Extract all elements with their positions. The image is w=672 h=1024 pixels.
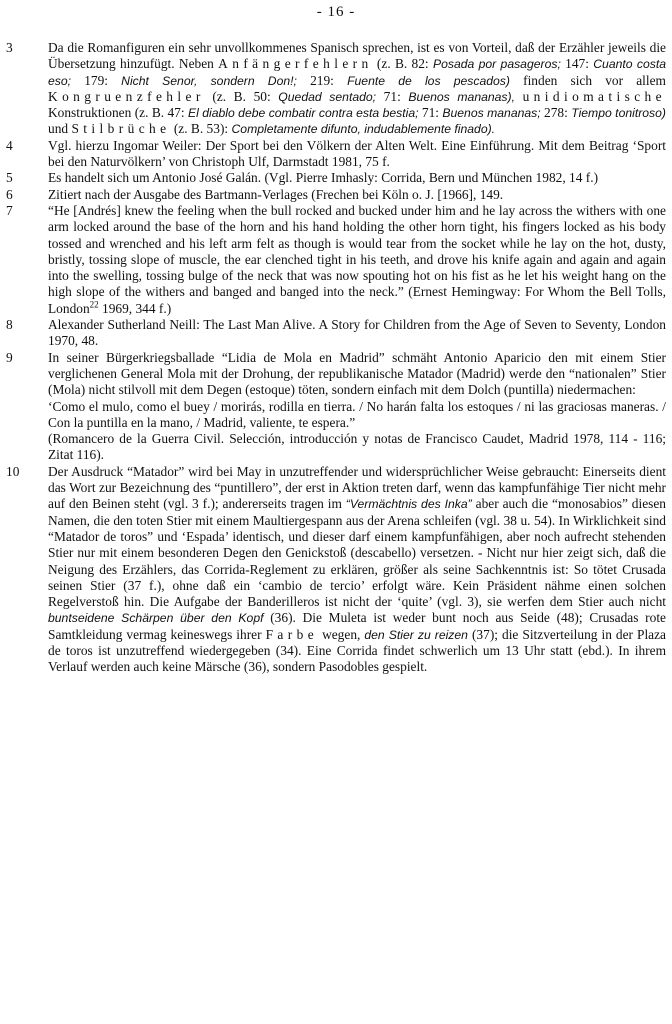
footnote-4 (6, 138, 666, 171)
footnote-8 (6, 317, 666, 350)
footnote-number: 6 (6, 186, 13, 202)
footnote-text: “He [Andrés] knew the feeling when the bull rocked and bucked under him and he lay across the withers with one arm locked around the base of the horn and his hand holding the other horn tight, his fingers locked as his body tossed and wrenched and his left arm felt as though is would tear from the socket while he lay on the hot, dusty, bristly, tossing slope of muscle, the ear clenched tight in his teeth, and drove his knife again and again and again into the swelling, tossing bulge of the neck that was now spouting hot on his fist as he let his weight hang on the high slope of the withers and banged and banged into the neck.” (Ernest Hemingway: For Whom the Bell Tolls, London (48, 202, 666, 316)
page-number: - 16 - (316, 4, 356, 20)
footnote-number: 3 (6, 40, 13, 55)
footnote-3: 3 Da die Romanfiguren ein sehr unvollkommenes Spanisch sprechen, ist es von Vorteil, daß der Erzähler jeweils die Übersetzung hinzufügt. Neben Anfängerfehlern (z. B. 82: Posada por pasageros; 147: Cuanto costa eso; 179: Nicht Senor, sondern Don!; 219: Fuente de los pescados) finden sich vor allem Kongruenzfehler (z. B. 50: Quedad sentado; 71: Buenos mananas), unidiomatische Konstruktionen (z. B. 47: El diablo debe combatir contra esta bestia; 71: Buenos mananas; 278: Tiempo tonitroso) und Stilbrüche (z. B. 53): Completamente difunto, indudablemente finado). (6, 40, 666, 137)
footnote-number: 9 (6, 349, 13, 365)
footnote-text: Vgl. hierzu Ingomar Weiler: Der Sport bei den Völkern der Alten Welt. Eine Einführung. Mit dem Beitrag ‘Sport bei den Naturvölkern’ von Christoph Ulf, Darmstadt 1981, 75 f. (48, 137, 666, 170)
footnote-9 (6, 350, 666, 464)
footnote-number: 5 (6, 170, 13, 186)
footnote-number: 4 (6, 137, 13, 153)
footnote-6 (6, 187, 666, 203)
footnote-text: Alexander Sutherland Neill: The Last Man Alive. A Story for Children from the Age of Seven to Seventy, London 1970, 48. (48, 317, 666, 349)
footnotes (6, 40, 666, 676)
footnote-7: 7 “He [Andrés] knew the feeling when the bull rocked and bucked under him and he lay across the withers with one arm locked around the base of the horn and his hand holding the other horn tight, his fingers locked as his body tossed and wrenched and his left arm felt as though is would tear from the socket while he lay on the hot, dusty, bristly, tossing slope of muscle, the ear clenched tight in his teeth, and drove his knife again and again and again into the swelling, tossing bulge of the neck that was now spouting hot on his fist as he let his weight hang on the high slope of the withers and banged and banged into the neck.” (Ernest Hemingway: For Whom the Bell Tolls, London$^{22}$ 1969, 344 f.) (6, 202, 666, 316)
footnote-text: Zitiert nach der Ausgabe des Bartmann-Verlages (Frechen bei Köln o. J. [1966], 149. (48, 186, 504, 202)
footnote-number: 10 (6, 463, 20, 479)
footnote-number: 7 (6, 202, 13, 218)
footnote-text: Es handelt sich um Antonio José Galán. (Vgl. Pierre Imhasly: Corrida, Bern und München 1982, 14 f.) (48, 170, 599, 186)
footnote-5 (6, 170, 666, 186)
footnote-number: 8 (6, 317, 13, 333)
quote-citation: (Romancero de la Guerra Civil. Selección, introducción y notas de Francisco Caudet, Madrid 1978, 114 - 116; Zitat 116). (48, 431, 666, 463)
edition-superscript: 22 (89, 299, 99, 310)
footnote-10: 10 Der Ausdruck “Matador” wird bei May in unzutreffender und widersprüchlicher Weise gebraucht: Einerseits dient das Wort zur Bezeichnung des “puntillero”, der erst in Aktion treten darf, wenn das kampfunfähige Tier nicht mehr auf den Beinen steht (vgl. 3 f.); andererseits tragen im “Vermächtnis des Inka” aber auch die “monosabios” diesen Namen, die den toten Stier mit einem Maultiergespann aus der Arena schleifen (vgl. 38 u. 54). In Wirklichkeit sind “Matador de toros” und ‘Espada’ identisch, und dieser darf einem kampfunfähigen, aber noch aufrecht stehenden Stier nur mit einem besonderen Degen den Genickstoß (descabello) versetzen. - Nicht nur hier zeigt sich, daß die Neigung des Erzählers, das Corrida-Reglement zu erklären, größer als seine Sachkenntnis ist: So tötet Crusada seinen Stier (37 f.), ohne daß ein ‘cambio de tercio’ erfolgt wäre. Kein Präsident nähme einen solchen Regelverstoß hin. Die Aufgabe der Banderilleros ist nicht der ‘quite’ (vgl. 3), sie werfen dem Stier auch nicht buntseidene Schärpen über den Kopf (36). Die Muleta ist weder bunt noch aus Seide (48); Crusadas rote Samtkleidung vermag keineswegs ihrer Farbe wegen, den Stier zu reizen (37); die Sitzverteilung in der Plaza de toros ist unzutreffend wiedergegeben (34). Eine Corrida findet schwerlich um 13 Uhr statt (ebd.). In ihrem Verlauf werden auch keine Märsche (36), sondern Pasodobles gespielt. (6, 463, 667, 675)
footnote-text: In seiner Bürgerkriegsballade “Lidia de Mola en Madrid” schmäht Antonio Aparicio den mit einem Stier verglichenen General Mola mit der Drohung, der republikanische Matador (Madrid) werde den “nationalen” Stier (Mola) nicht stilvoll mit dem Degen (estoque) töten, sondern einfach mit dem Dolch (puntilla) niedermachen: (48, 349, 666, 398)
ballad-quote: ‘Como el mulo, como el buey / morirás, rodilla en tierra. / No harán falta los estoques / ni las graciosas maneras. / Con la puntilla en la mano, / Madrid, valiente, te espera.” (48, 398, 666, 430)
